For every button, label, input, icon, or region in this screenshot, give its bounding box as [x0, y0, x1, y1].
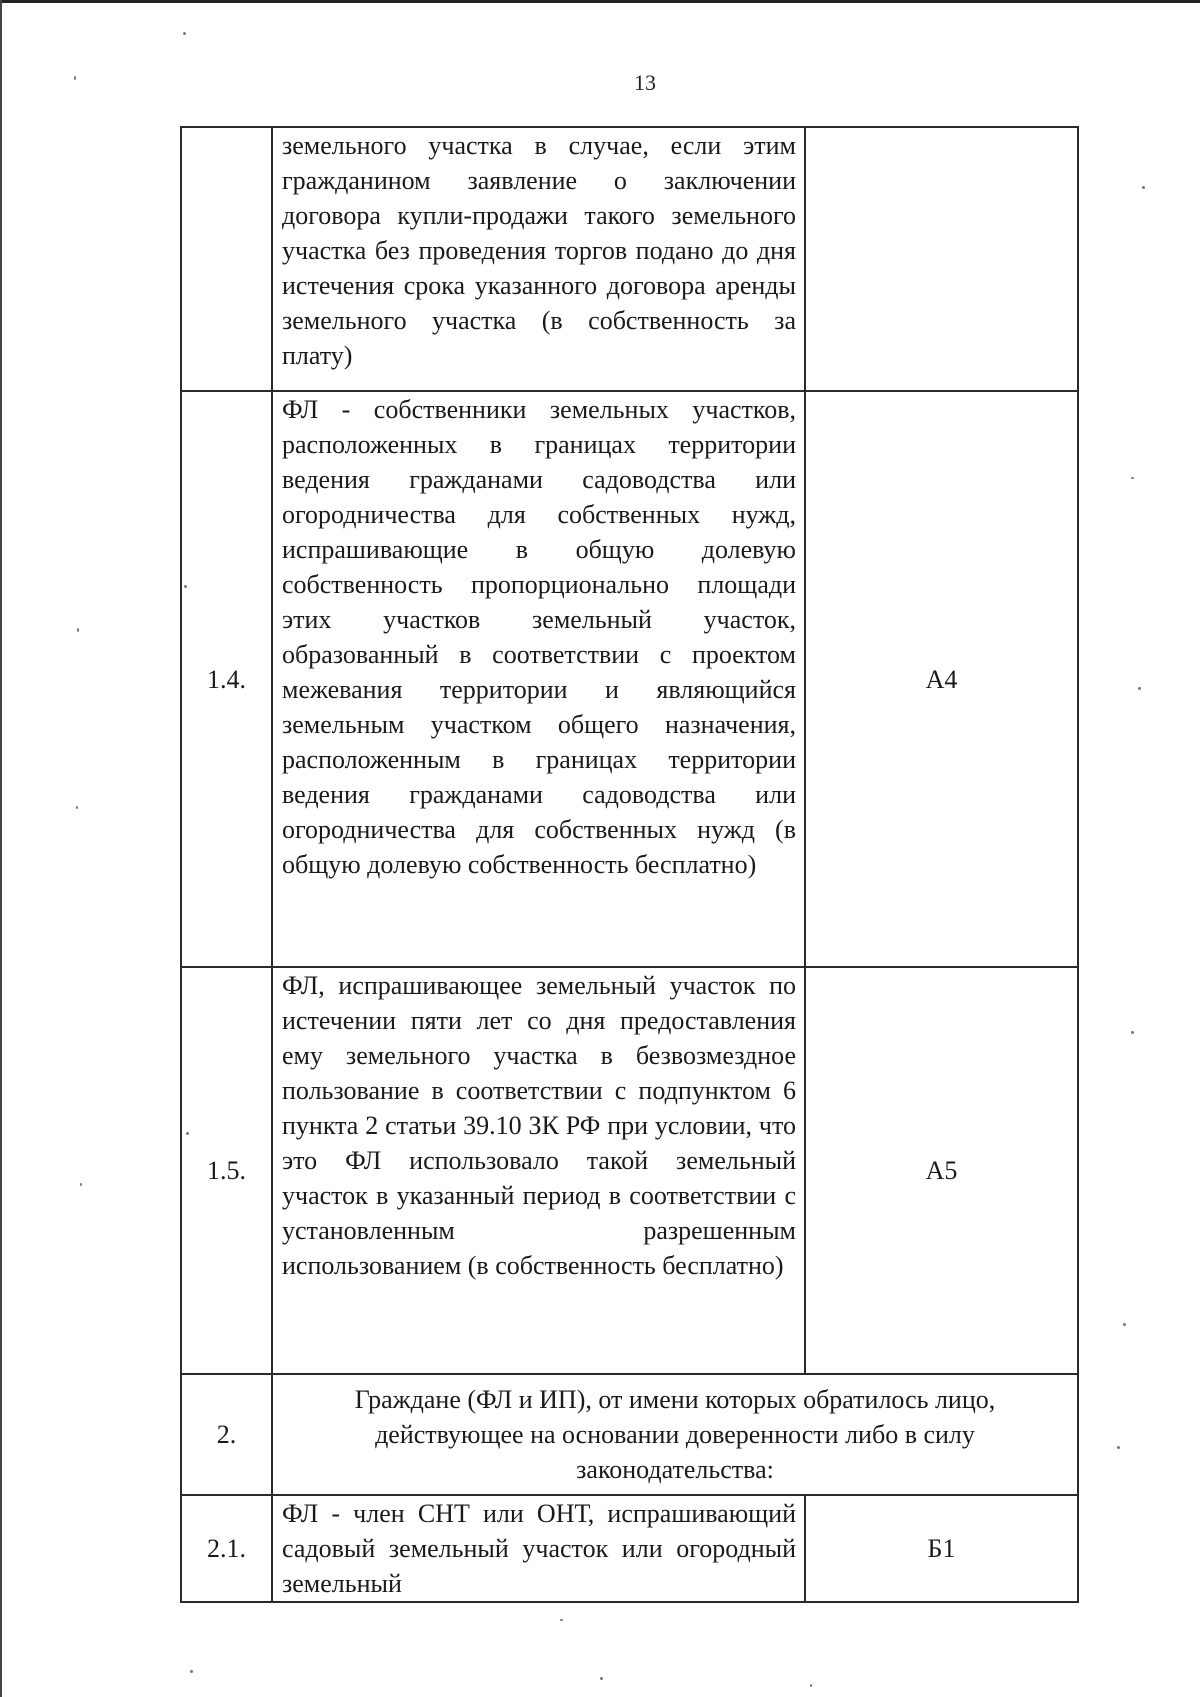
scan-speck [1131, 477, 1134, 479]
row-number: 1.4. [181, 391, 272, 967]
row-code [805, 127, 1078, 391]
scan-top-edge [0, 0, 1200, 3]
row-number: 1.5. [181, 967, 272, 1374]
scan-speck [190, 1670, 193, 1673]
scan-speck [1138, 687, 1141, 690]
row-code: А5 [805, 967, 1078, 1374]
table-row [181, 967, 1078, 1374]
row-number: 2.1. [181, 1495, 272, 1602]
scan-speck [1117, 1446, 1120, 1449]
row-description: земельного участка в случае, если этим гражданином заявление о заключении договора купли-продажи такого земельного участка без проведения торгов подано до дня истечения срока указанного договора аренды земельного участка (в собственность за плату) [272, 127, 805, 391]
scan-speck [560, 1619, 563, 1621]
table-row [181, 127, 1078, 391]
row-code: А4 [805, 391, 1078, 967]
row-number [181, 127, 272, 391]
scan-speck [77, 628, 79, 632]
scan-speck [76, 806, 78, 809]
scan-speck [186, 1132, 189, 1135]
section-number: 2. [181, 1374, 272, 1495]
scan-speck [184, 585, 187, 588]
scan-left-edge [0, 0, 2, 1697]
row-code: Б1 [805, 1495, 1078, 1602]
page-number: 13 [634, 70, 656, 95]
section-row [181, 1374, 1078, 1495]
document-table [180, 126, 1079, 1603]
scan-speck [1123, 1323, 1126, 1326]
scan-speck [600, 1677, 603, 1680]
scan-speck [74, 76, 76, 80]
scan-speck [810, 1684, 812, 1687]
row-description: ФЛ - собственники земельных участков, расположенных в границах территории ведения гражданами садоводства или огородничества для собственных нужд, испрашивающие в общую долевую собственность пропорционально площади этих участков земельный участок, образованный в соответствии с проектом межевания территории и являющийся земельным участком общего назначения, расположенным в границах территории ведения гражданами садоводства или огородничества для собственных нужд (в общую долевую собственность бесплатно) [272, 391, 805, 967]
table-row [181, 391, 1078, 967]
table-row [181, 1495, 1078, 1602]
scan-speck [80, 1183, 82, 1186]
section-title: Граждане (ФЛ и ИП), от имени которых обратилось лицо, действующее на основании доверенности либо в силу законодательства: [272, 1374, 1078, 1495]
scan-speck [1131, 1031, 1134, 1034]
row-description: ФЛ, испрашивающее земельный участок по истечении пяти лет со дня предоставления ему земельного участка в безвозмездное пользование в соответствии с подпунктом 6 пункта 2 статьи 39.10 ЗК РФ при условии, что это ФЛ использовало такой земельный участок в указанный период в соответствии с установленным разрешенным использованием (в собственность бесплатно) [272, 967, 805, 1374]
scan-speck [1142, 186, 1145, 189]
row-description: ФЛ - член СНТ или ОНТ, испрашивающий садовый земельный участок или огородный земельный [272, 1495, 805, 1602]
scan-speck [183, 32, 186, 35]
